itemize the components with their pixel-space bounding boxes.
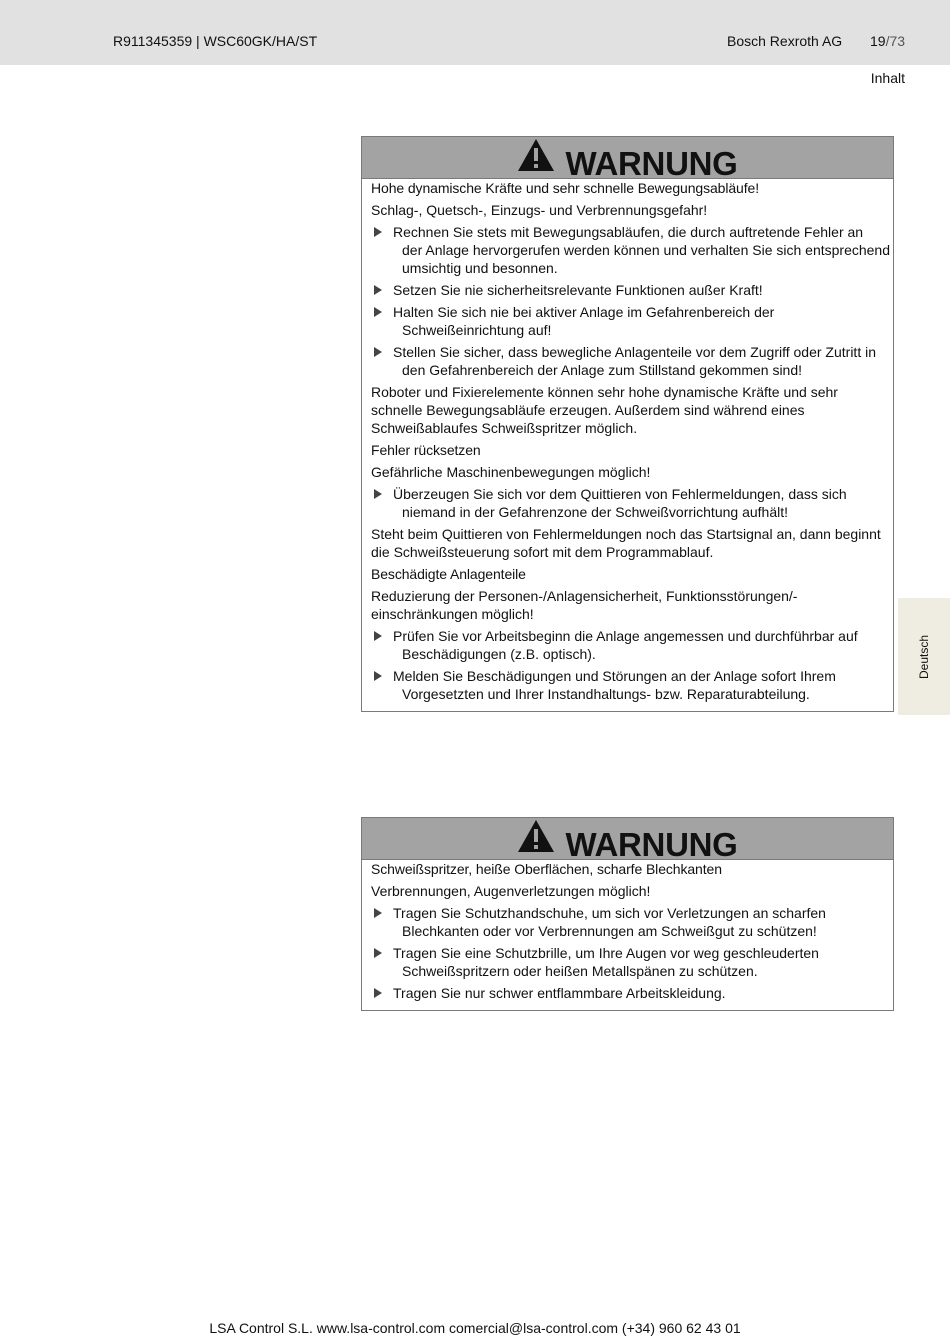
list-item — [371, 904, 893, 940]
page-footer — [0, 1320, 950, 1336]
list-item — [371, 984, 893, 1002]
bullet-arrow-icon — [374, 285, 382, 295]
list-item-text: Tragen Sie Schutzhandschuhe, um sich vor Verletzungen an scharfen — [393, 905, 826, 921]
instruction-list — [371, 485, 893, 521]
list-item-text-cont: den Gefahrenbereich der Anlage zum Stillstand gekommen sind! — [402, 362, 803, 378]
list-item-text: Prüfen Sie vor Arbeitsbeginn die Anlage angemessen und durchführbar auf — [393, 628, 858, 644]
bullet-arrow-icon — [374, 347, 382, 357]
warning-headline: Hohe dynamische Kräfte und sehr schnelle Bewegungsabläufe! — [371, 180, 760, 196]
list-item-text-cont: Blechkanten oder vor Verbrennungen am Schweißgut zu schützen! — [402, 923, 817, 939]
subsection-title: Beschädigte Anlagenteile — [371, 566, 526, 582]
warning-header — [362, 137, 893, 182]
warning-box-1 — [361, 136, 894, 712]
warning-triangle-icon — [517, 819, 555, 853]
bullet-arrow-icon — [374, 631, 382, 641]
list-item — [371, 485, 893, 521]
list-item-text: Melden Sie Beschädigungen und Störungen an der Anlage sofort Ihrem — [393, 668, 836, 684]
bullet-arrow-icon — [374, 948, 382, 958]
list-item-text: Stellen Sie sicher, dass bewegliche Anlagenteile vor dem Zugriff oder Zutritt in — [393, 344, 876, 360]
bullet-arrow-icon — [374, 489, 382, 499]
warning-header — [362, 818, 893, 863]
list-item-text: Tragen Sie nur schwer entflammbare Arbeitskleidung. — [393, 985, 726, 1001]
page-total: /73 — [885, 33, 906, 49]
warning-paragraph: Steht beim Quittieren von Fehlermeldungen noch das Startsignal an, dann beginnt die Schweißsteuerung sofort mit dem Programmablauf. — [371, 526, 881, 560]
warning-headline: Schweißspritzer, heiße Oberflächen, scharfe Blechkanten — [371, 861, 722, 877]
list-item-text-cont: Schweißspritzern oder heißen Metallspänen zu schützen. — [402, 963, 758, 979]
warning-box-2 — [361, 817, 894, 1011]
list-item-text-cont: niemand in der Gefahrenzone der Schweißvorrichtung aufhält! — [402, 504, 788, 520]
subsection-consequence: Gefährliche Maschinenbewegungen möglich! — [371, 464, 651, 480]
list-item — [371, 627, 893, 663]
list-item-text: Halten Sie sich nie bei aktiver Anlage im Gefahrenbereich der — [393, 304, 775, 320]
page-number — [870, 33, 905, 49]
instruction-list — [371, 223, 893, 379]
language-label: Deutsch — [917, 634, 931, 679]
list-item — [371, 281, 893, 299]
list-item — [371, 343, 893, 379]
page-current: 19 — [870, 33, 886, 49]
warning-body — [362, 179, 893, 711]
list-item — [371, 223, 893, 277]
list-item-text: Tragen Sie eine Schutzbrille, um Ihre Augen vor weg geschleuderten — [393, 945, 819, 961]
list-item-text-cont: Vorgesetzten und Ihrer Instandhaltungs- bzw. Reparaturabteilung. — [402, 686, 810, 702]
list-item-text-cont: der Anlage hervorgerufen werden können und verhalten Sie sich entsprechend umsichtig und besonnen. — [402, 242, 890, 276]
list-item — [371, 667, 893, 703]
list-item-text-cont: Schweißeinrichtung auf! — [402, 322, 552, 338]
list-item — [371, 944, 893, 980]
bullet-arrow-icon — [374, 307, 382, 317]
bullet-arrow-icon — [374, 227, 382, 237]
warning-body — [362, 860, 893, 1010]
bullet-arrow-icon — [374, 988, 382, 998]
warning-triangle-icon — [517, 138, 555, 172]
instruction-list — [371, 904, 893, 1002]
warning-consequence: Verbrennungen, Augenverletzungen möglich! — [371, 883, 651, 899]
bullet-arrow-icon — [374, 908, 382, 918]
list-item — [371, 303, 893, 339]
list-item-text: Rechnen Sie stets mit Bewegungsabläufen, die durch auftretende Fehler an — [393, 224, 864, 240]
footer-contact: LSA Control S.L. www.lsa-control.com comercial@lsa-control.com (+34) 960 62 43 01 — [209, 1320, 741, 1336]
subsection-consequence: Reduzierung der Personen-/Anlagensicherheit, Funktionsstörungen/-einschränkungen möglich! — [371, 588, 798, 622]
list-item-text: Überzeugen Sie sich vor dem Quittieren von Fehlermeldungen, dass sich — [393, 486, 847, 502]
document-id: R911345359 | WSC60GK/HA/ST — [113, 33, 318, 49]
list-item-text-cont: Beschädigungen (z.B. optisch). — [402, 646, 596, 662]
language-side-tab — [898, 598, 950, 715]
bullet-arrow-icon — [374, 671, 382, 681]
warning-paragraph: Roboter und Fixierelemente können sehr hohe dynamische Kräfte und sehr schnelle Bewegungsabläufe erzeugen. Außerdem sind während eines Schweißablaufes Schweißspritzer möglich. — [371, 384, 838, 436]
warning-consequence: Schlag-, Quetsch-, Einzugs- und Verbrennungsgefahr! — [371, 202, 708, 218]
section-label: Inhalt — [870, 70, 905, 86]
company-name: Bosch Rexroth AG — [727, 33, 843, 49]
instruction-list — [371, 627, 893, 703]
warning-title: WARNUNG — [565, 826, 738, 863]
page-header — [0, 0, 950, 65]
warning-title: WARNUNG — [565, 145, 738, 182]
subsection-title: Fehler rücksetzen — [371, 442, 481, 458]
list-item-text: Setzen Sie nie sicherheitsrelevante Funktionen außer Kraft! — [393, 282, 763, 298]
